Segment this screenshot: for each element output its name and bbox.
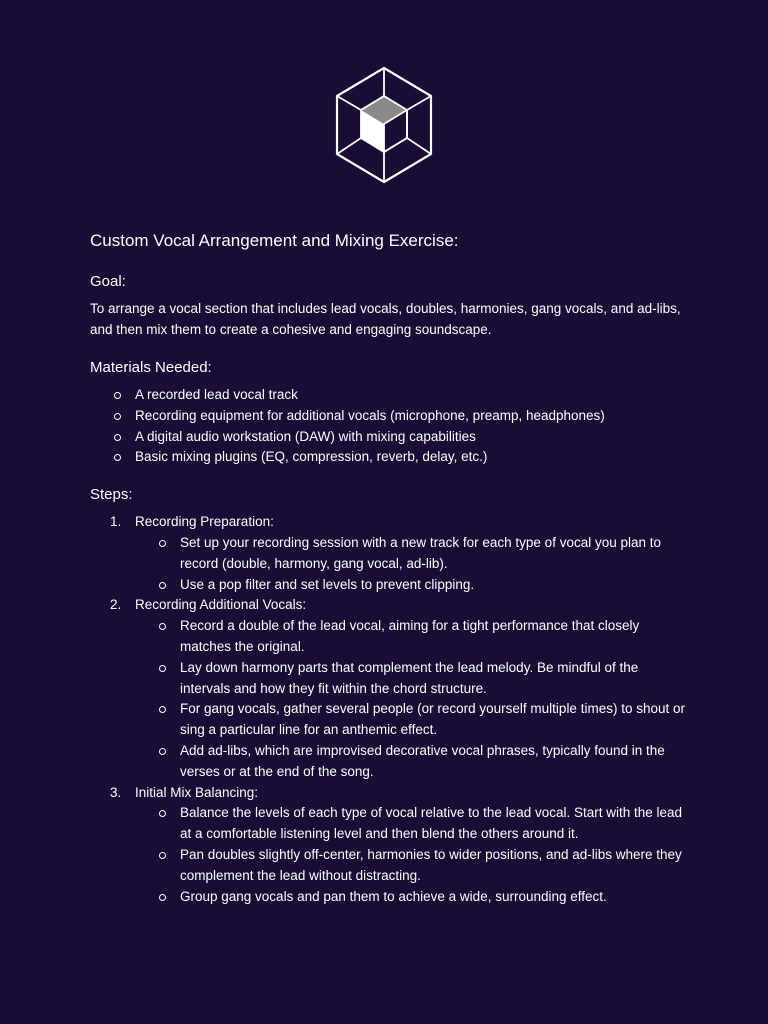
substep-item: Balance the levels of each type of vocal relative to the lead vocal. Start with the lead at a comfortable listening level and then blend the others around it. (135, 803, 690, 845)
materials-item: A recorded lead vocal track (90, 385, 690, 406)
substep-item: Set up your recording session with a new track for each type of vocal you plan to record (double, harmony, gang vocal, ad-lib). (135, 533, 690, 575)
materials-item: Recording equipment for additional vocals (microphone, preamp, headphones) (90, 406, 690, 427)
hexagon-cube-icon (334, 66, 434, 184)
step-number: 3. (110, 784, 122, 800)
step-substeps (135, 533, 690, 595)
materials-heading: Materials Needed: (90, 359, 212, 376)
materials-list (90, 385, 690, 468)
steps-list (90, 512, 690, 907)
goal-heading: Goal: (90, 273, 126, 290)
substep-item: For gang vocals, gather several people (or record yourself multiple times) to shout or sing a particular line for an anthemic effect. (135, 699, 690, 741)
page-title: Custom Vocal Arrangement and Mixing Exercise: (90, 231, 459, 250)
materials-item: Basic mixing plugins (EQ, compression, reverb, delay, etc.) (90, 447, 690, 468)
step-item (90, 512, 690, 595)
substep-item: Record a double of the lead vocal, aiming for a tight performance that closely matches the original. (135, 616, 690, 658)
step-label: Recording Preparation: (135, 514, 274, 530)
goal-text: To arrange a vocal section that includes lead vocals, doubles, harmonies, gang vocals, and ad-libs, and then mix them to create a cohesive and engaging soundscape. (90, 301, 681, 337)
step-number: 2. (110, 597, 122, 613)
document-content (90, 230, 690, 907)
materials-item: A digital audio workstation (DAW) with mixing capabilities (90, 427, 690, 448)
substep-item: Pan doubles slightly off-center, harmonies to wider positions, and ad-libs where they complement the lead without distracting. (135, 845, 690, 887)
step-label: Recording Additional Vocals: (135, 597, 307, 613)
substep-item: Lay down harmony parts that complement the lead melody. Be mindful of the intervals and how they fit within the chord structure. (135, 658, 690, 700)
step-number: 1. (110, 514, 122, 530)
step-label: Initial Mix Balancing: (135, 784, 259, 800)
step-item (90, 595, 690, 782)
substep-item: Group gang vocals and pan them to achieve a wide, surrounding effect. (135, 887, 690, 908)
substep-item: Add ad-libs, which are improvised decorative vocal phrases, typically found in the verses or at the end of the song. (135, 741, 690, 783)
substep-item: Use a pop filter and set levels to prevent clipping. (135, 575, 690, 596)
steps-heading: Steps: (90, 486, 133, 504)
step-substeps (135, 803, 690, 907)
step-substeps (135, 616, 690, 782)
step-item (90, 783, 690, 908)
